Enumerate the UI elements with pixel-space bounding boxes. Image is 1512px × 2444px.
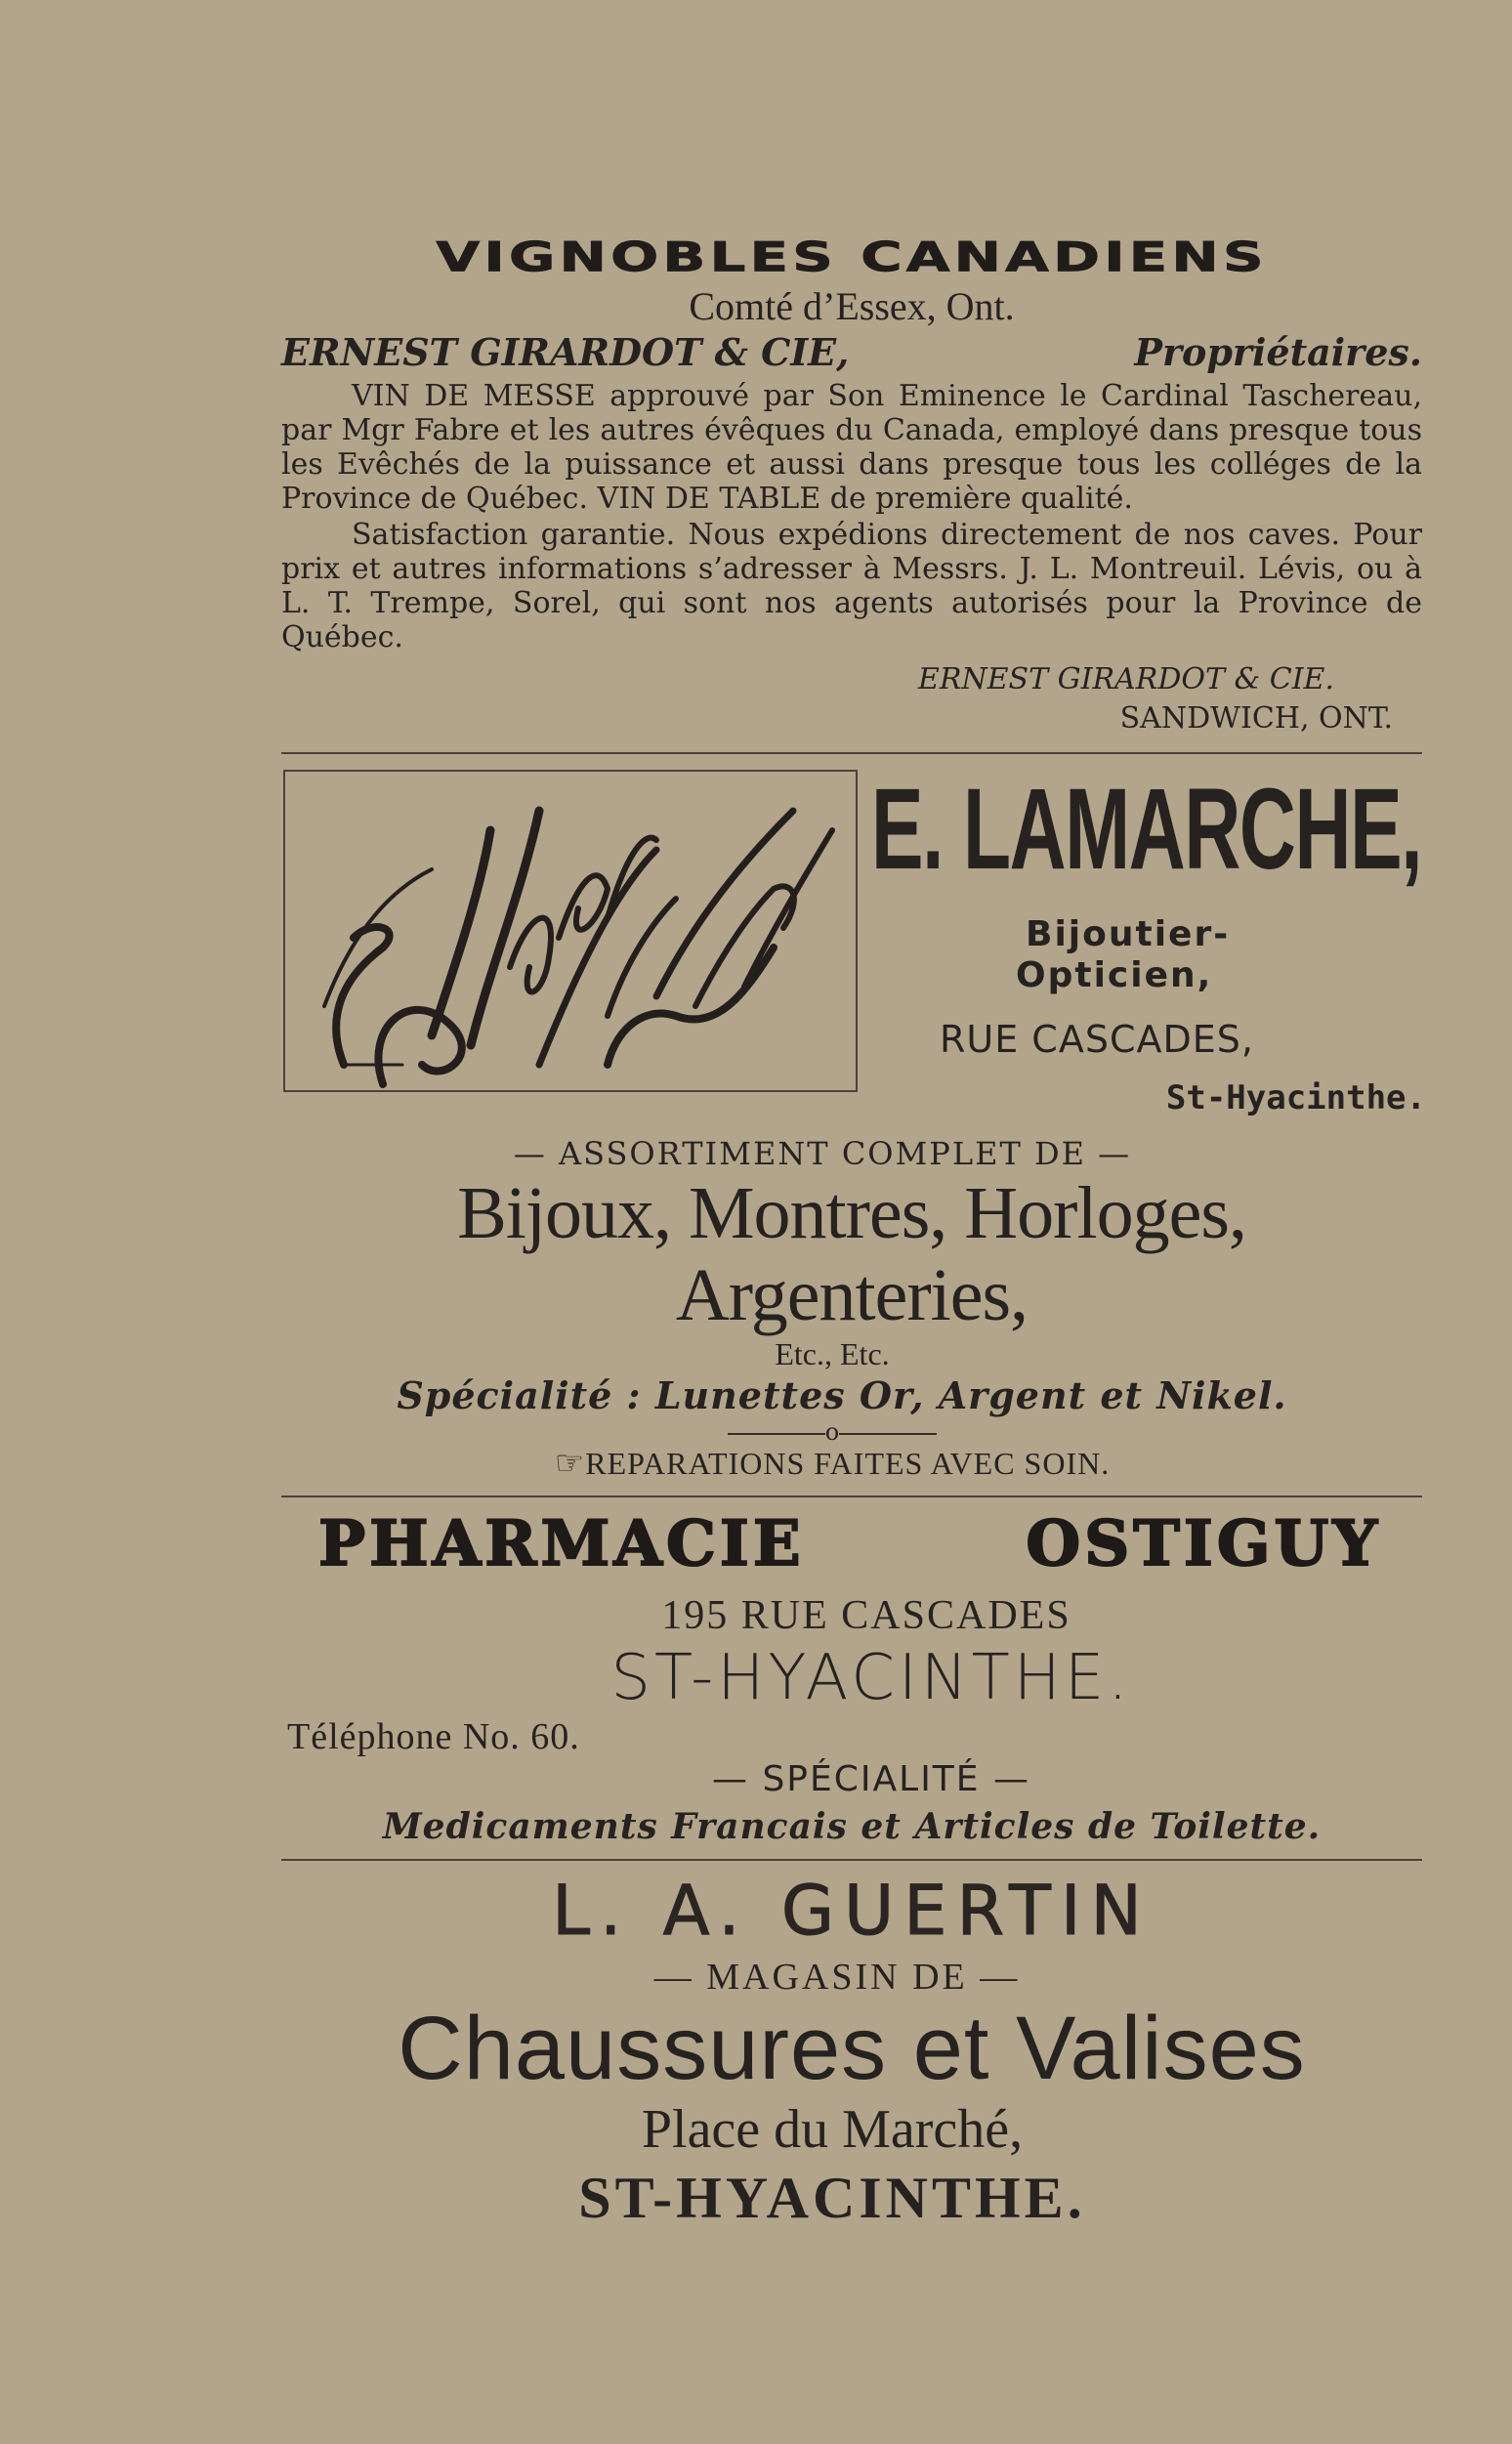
lamarche-goods: Bijoux, Montres, Horloges, Argenteries, bbox=[457, 1172, 1246, 1336]
lamarche-name: E. LAMARCHE, bbox=[871, 765, 1422, 894]
pharmacie-telephone: Téléphone No. 60. bbox=[287, 1716, 580, 1757]
lamarche-street: RUE CASCADES, bbox=[940, 1018, 1254, 1061]
owner-role: Propriétaires. bbox=[1134, 330, 1422, 374]
lamarche-etc: Etc., Etc. bbox=[775, 1336, 890, 1371]
vignobles-title: VIGNOBLES CANADIENS bbox=[436, 232, 1268, 281]
lamarche-repairs: ☞REPARATIONS FAITES AVEC SOIN. bbox=[554, 1446, 1111, 1482]
guertin-city: ST-HYACINTHE. bbox=[578, 2166, 1086, 2230]
ornament-separator: o bbox=[242, 1420, 1422, 1444]
vignobles-subtitle: Comté d’Essex, Ont. bbox=[689, 284, 1015, 328]
lamarche-job-line-2: Opticien, bbox=[1016, 955, 1213, 995]
guertin-ad bbox=[281, 1867, 1422, 2234]
lamarche-header bbox=[281, 765, 1426, 1131]
vignobles-signature: ERNEST GIRARDOT & CIE. bbox=[917, 662, 1334, 696]
pharmacie-address: 195 RUE CASCADES bbox=[661, 1593, 1071, 1638]
owner-name: ERNEST GIRARDOT & CIE, bbox=[281, 330, 850, 374]
guertin-place: Place du Marché, bbox=[641, 2099, 1024, 2160]
lamarche-city: St-Hyacinthe. bbox=[1165, 1078, 1426, 1117]
abbey-chime-clock-logo bbox=[283, 770, 858, 1092]
guertin-name: L. A. GUERTIN bbox=[552, 1871, 1152, 1951]
divider bbox=[281, 752, 1422, 754]
vignobles-paragraph-2: Satisfaction garantie. Nous expédions directement de nos caves. Pour prix et autres informations s’adresser à Messrs. J. L. Montreuil. Lévis, ou à L. T. Trempe, Sorel, qui sont nos agents autorisés pour la Province de Québec. bbox=[281, 518, 1422, 654]
lamarche-ad bbox=[281, 765, 1426, 1484]
pharmacie-speciality: — SPÉCIALITÉ — bbox=[712, 1759, 1030, 1799]
guertin-goods: Chaussures et Valises bbox=[398, 1999, 1306, 2098]
pharmacie-items: Medicaments Francais et Articles de Toilette. bbox=[382, 1806, 1322, 1847]
pharmacie-title-right: OSTIGUY bbox=[1026, 1507, 1381, 1580]
lamarche-assortment: — ASSORTIMENT COMPLET DE — bbox=[513, 1135, 1132, 1172]
guertin-shop: — MAGASIN DE — bbox=[653, 1957, 1021, 1998]
lamarche-speciality: Spécialité : Lunettes Or, Argent et Nikel. bbox=[397, 1373, 1287, 1417]
vignobles-paragraph-1: VIN DE MESSE approuvé par Son Eminence le Cardinal Taschereau, par Mgr Fabre et les autres évêques du Canada, employé dans presque tous les Evêchés de la puissance et aussi dans presque tous les colléges de la Province de Québec. VIN DE TABLE de première qualité. bbox=[281, 379, 1422, 516]
script-logo-icon bbox=[285, 772, 860, 1094]
pointing-hand-icon: ☞ bbox=[554, 1446, 586, 1482]
divider bbox=[281, 1859, 1422, 1861]
lamarche-name-block bbox=[858, 765, 1426, 1131]
pharmacie-title-left: PHARMACIE bbox=[318, 1507, 805, 1580]
pharmacie-city: ST-HYACINTHE. bbox=[610, 1642, 1132, 1714]
vignobles-ad bbox=[281, 223, 1422, 738]
pharmacie-ad bbox=[281, 1497, 1422, 1851]
advertisement-page bbox=[281, 223, 1426, 2234]
vignobles-owner-line bbox=[281, 328, 1422, 377]
pharmacie-title bbox=[281, 1497, 1422, 1591]
lamarche-job-line-1: Bijoutier- bbox=[1026, 914, 1231, 954]
vignobles-signature-city: SANDWICH, ONT. bbox=[1119, 701, 1393, 736]
